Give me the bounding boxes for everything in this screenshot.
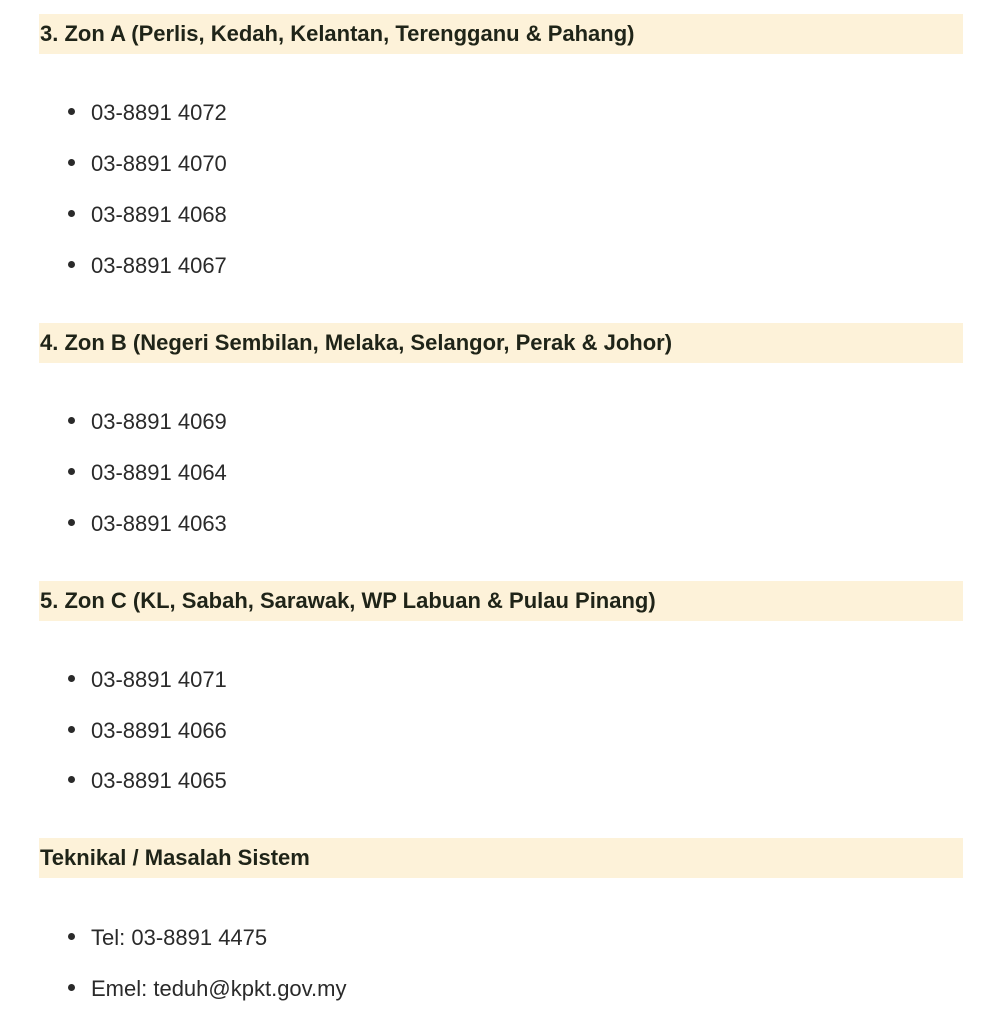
- list-item: [68, 199, 227, 229]
- bullet-icon: [68, 417, 75, 424]
- list-item: [68, 765, 227, 795]
- list-item: [68, 973, 346, 1003]
- bullet-icon: [68, 468, 75, 475]
- section-teknikal: [39, 838, 963, 878]
- bullet-icon: [68, 933, 75, 940]
- list-item: [68, 922, 267, 952]
- phone-number[interactable]: 03-8891 4065: [91, 768, 227, 794]
- list-item: [68, 715, 227, 745]
- section-zon-a: [39, 14, 963, 54]
- bullet-icon: [68, 159, 75, 166]
- section-heading: 5. Zon C (KL, Sabah, Sarawak, WP Labuan & Pulau Pinang): [39, 581, 963, 621]
- phone-number[interactable]: 03-8891 4070: [91, 151, 227, 177]
- section-zon-b: [39, 323, 963, 363]
- list-item: [68, 97, 227, 127]
- phone-number[interactable]: 03-8891 4072: [91, 100, 227, 126]
- bullet-icon: [68, 519, 75, 526]
- bullet-icon: [68, 108, 75, 115]
- bullet-icon: [68, 776, 75, 783]
- list-item: [68, 508, 227, 538]
- phone-number[interactable]: 03-8891 4069: [91, 409, 227, 435]
- bullet-icon: [68, 984, 75, 991]
- bullet-icon: [68, 726, 75, 733]
- section-zon-c: [39, 581, 963, 621]
- section-heading: Teknikal / Masalah Sistem: [39, 838, 963, 878]
- email-link[interactable]: Emel: teduh@kpkt.gov.my: [91, 976, 347, 1002]
- bullet-icon: [68, 261, 75, 268]
- list-item: [68, 148, 227, 178]
- list-item: [68, 406, 227, 436]
- list-item: [68, 457, 227, 487]
- phone-number[interactable]: 03-8891 4064: [91, 460, 227, 486]
- phone-number[interactable]: 03-8891 4066: [91, 718, 227, 744]
- phone-number[interactable]: 03-8891 4068: [91, 202, 227, 228]
- phone-number[interactable]: 03-8891 4063: [91, 511, 227, 537]
- bullet-icon: [68, 210, 75, 217]
- phone-number[interactable]: 03-8891 4071: [91, 667, 227, 693]
- section-heading: 4. Zon B (Negeri Sembilan, Melaka, Selangor, Perak & Johor): [39, 323, 963, 363]
- bullet-icon: [68, 675, 75, 682]
- phone-number[interactable]: Tel: 03-8891 4475: [91, 925, 268, 951]
- list-item: [68, 664, 227, 694]
- phone-number[interactable]: 03-8891 4067: [91, 253, 227, 279]
- list-item: [68, 250, 227, 280]
- section-heading: 3. Zon A (Perlis, Kedah, Kelantan, Terengganu & Pahang): [39, 14, 963, 54]
